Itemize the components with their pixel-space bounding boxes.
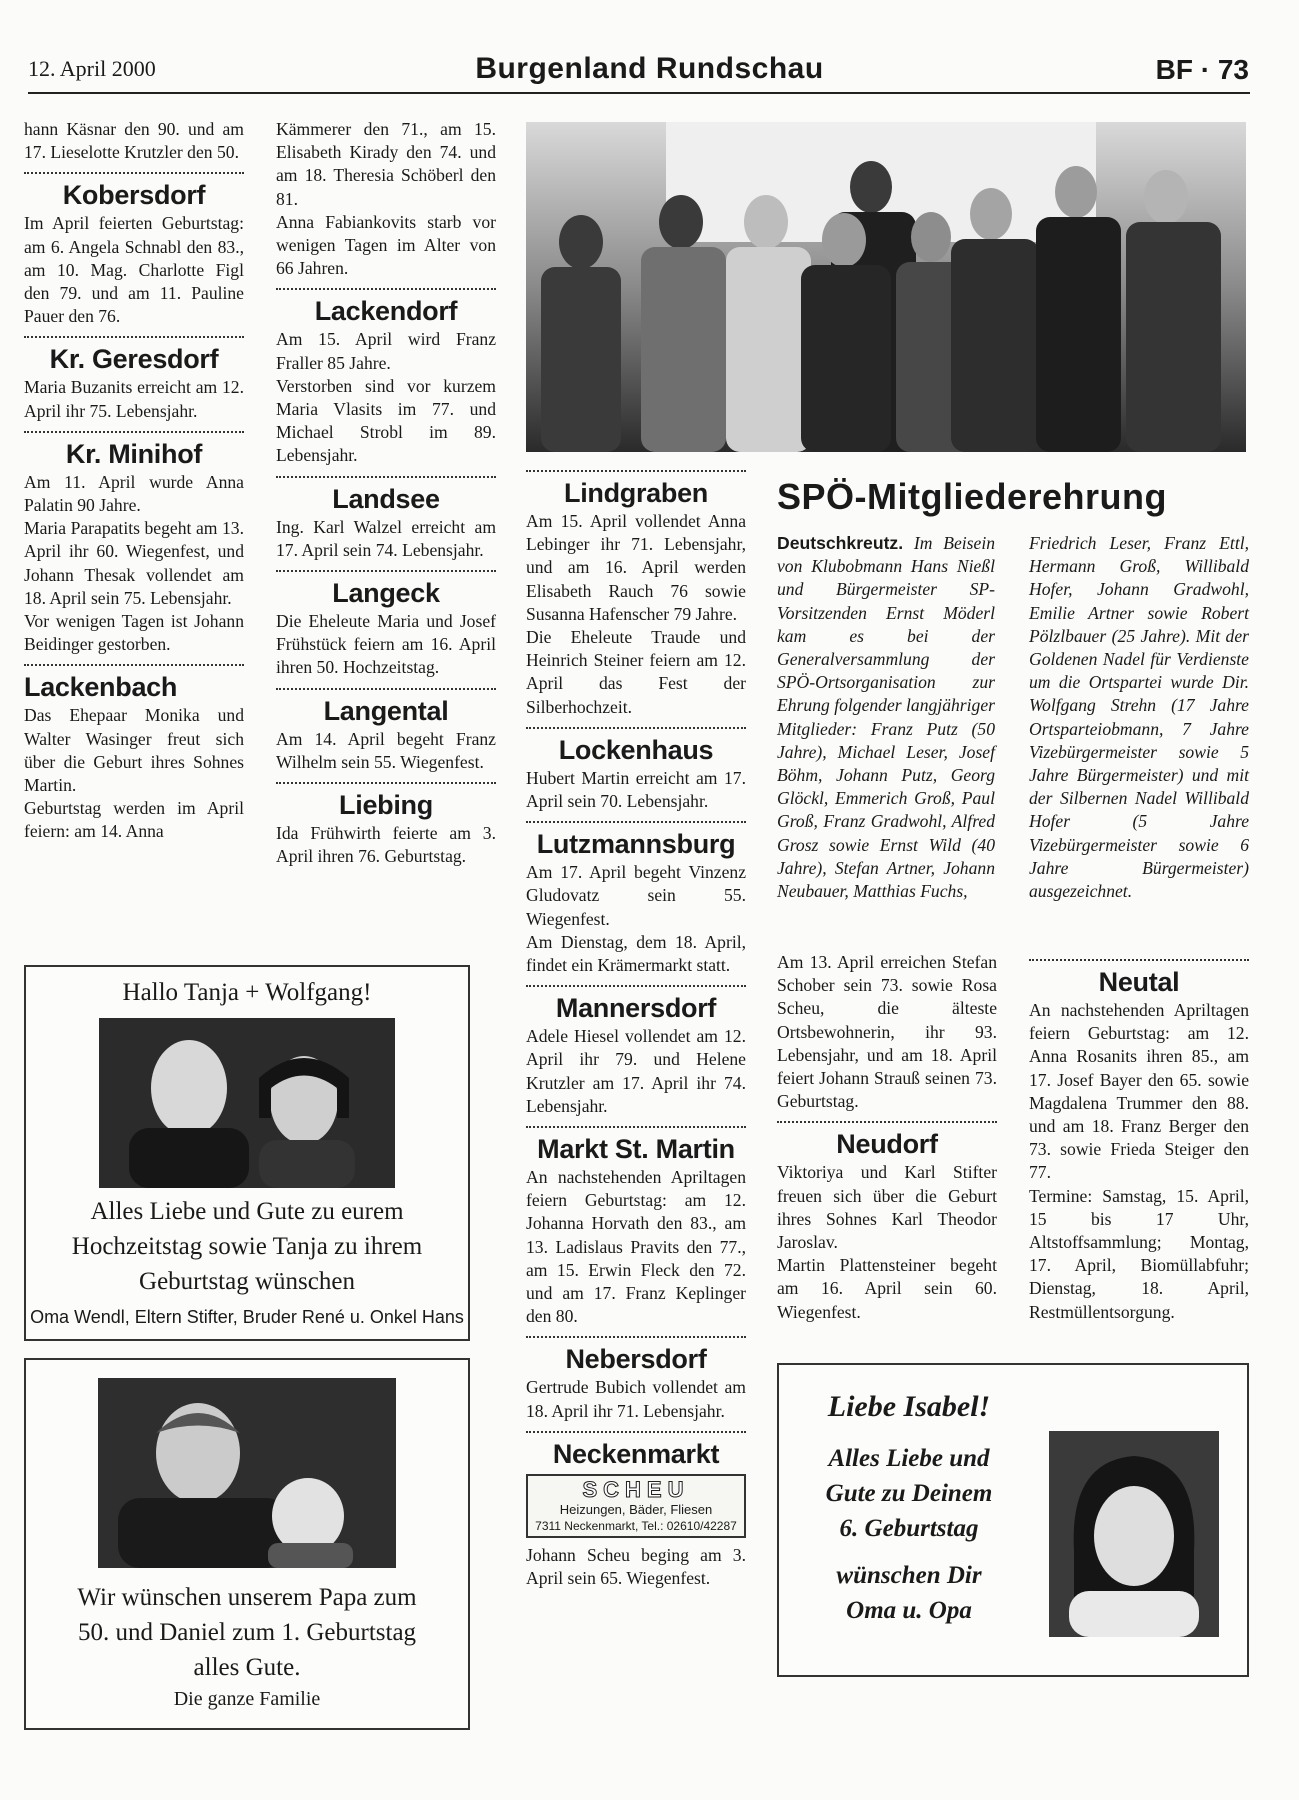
ad-line: Wir wünschen unserem Papa zum [77, 1584, 417, 1611]
dotted-divider [24, 431, 244, 433]
ad-line: Hochzeitstag sowie Tanja zu ihrem [71, 1233, 423, 1260]
section-title: Liebing [339, 790, 433, 821]
ad-line: 50. und Daniel zum 1. Geburtstag [77, 1619, 417, 1646]
paragraph: Am 17. April begeht Vinzenz Gludovatz sein 55. Wiegenfest. [526, 862, 746, 929]
paragraph: Maria Parapatits begeht am 13. April ihr 60. Wiegenfest, und Johann Thesak vollendet am 18. April sein 75. Lebensjahr. [24, 518, 244, 608]
section-title: Landsee [332, 483, 440, 514]
column-4 [777, 951, 997, 1324]
girl-portrait-photo [1049, 1431, 1219, 1637]
ad-line: Alles Liebe und Gute zu eurem [90, 1198, 404, 1225]
column-2 [276, 118, 496, 868]
section-title: Lackenbach [24, 672, 178, 703]
paragraph: Termine: Samstag, 15. April, 15 bis 17 Uhr, Altstoffsammlung; Montag, 17. April, Biomüllabfuhr; Dienstag, 18. April, Restmüllentsorgung. [1029, 1185, 1249, 1322]
dotted-divider [24, 172, 244, 174]
section-title: Kr. Minihof [65, 438, 203, 469]
greeting-ad-papa-daniel [24, 1358, 470, 1730]
paragraph: Am Dienstag, dem 18. April, findet ein Krämermarkt statt. [526, 931, 746, 976]
paragraph: Johann Scheu beging am 3. April sein 65. Wiegenfest. [526, 1544, 746, 1589]
dotted-divider [276, 476, 496, 478]
dotted-divider [24, 664, 244, 666]
greeting-ad-isabel [777, 1363, 1249, 1677]
paragraph: Am 13. April erreichen Stefan Schober sein 73. sowie Rosa Scheu, die älteste Ortsbewohnerin, ihr 93. Lebensjahr, und am 18. April feiert Johann Strauß seinen 73. Geburtstag. [777, 952, 997, 1112]
feature-lead: Deutschkreutz. [777, 533, 904, 553]
dotted-divider [526, 821, 746, 823]
column-1 [24, 118, 244, 844]
feature-text-right: Friedrich Leser, Franz Ettl, Hermann Groß, Willibald Hofer, Johann Gradwohl, Emilie Artner sowie Robert Pölzlbauer (25 Jahre). Mit der Goldenen Nadel für Verdienste um die Ortspartei wurde Dir. Wolfgang Strehn (17 Jahre Ortsparteiobmann, 7 Jahre Vizebürgermeister sowie 5 Jahre Bürgermeister) und mit der Silbernen Nadel Willibald Hofer (5 Jahre Vizebürgermeister sowie 6 Jahre Bürgermeister) ausgezeichnet. [1029, 533, 1249, 902]
section-title: Lutzmannsburg [536, 829, 736, 860]
paragraph: Geburtstag werden im April feiern: am 14. Anna [24, 798, 244, 842]
paragraph: Die Eheleute Traude und Heinrich Steiner feiern am 12. April das Fest der Silberhochzeit. [526, 627, 746, 717]
paragraph: Gertrude Bubich vollendet am 18. April ihr 71. Lebensjahr. [526, 1377, 746, 1421]
dotted-divider [276, 288, 496, 290]
feature-text [777, 532, 995, 903]
couple-photo-image [99, 1018, 395, 1188]
scheu-line: 7311 Neckenmarkt, Tel.: 02610/42287 [535, 1518, 737, 1533]
section-title: Langental [323, 695, 449, 726]
dotted-divider [1029, 959, 1249, 961]
girl-portrait-image [1049, 1431, 1219, 1637]
section-title: Lindgraben [564, 478, 708, 508]
paragraph: An nachstehenden Apriltagen feiern Geburtstag: am 12. Anna Rosanits ihren 85., am 17. Josef Bayer den 65. sowie Magdalena Trummer den 88. und am 18. Franz Berger den 73. sowie Frieda Steiger den 77. [1029, 1000, 1249, 1183]
paragraph: Am 14. April begeht Franz Wilhelm sein 55. Wiegenfest. [276, 728, 496, 772]
paragraph: Am 15. April wird Franz Fraller 85 Jahre. [276, 329, 496, 373]
newspaper-title: Burgenland Rundschau [475, 52, 824, 85]
dotted-divider [24, 336, 244, 338]
paragraph: Am 11. April wurde Anna Palatin 90 Jahre. [24, 471, 244, 516]
ad-line: wünschen Dir [836, 1562, 982, 1589]
ad-isabel-text [789, 1387, 1029, 1628]
scheu-logo: SCHEU [582, 1476, 690, 1502]
group-photo-image [526, 122, 1246, 452]
scheu-line: Heizungen, Bäder, Fliesen [559, 1501, 713, 1517]
section-title: Langeck [332, 578, 440, 609]
column-3 [526, 470, 746, 1590]
ad-line: alles Gute. [193, 1654, 301, 1681]
section-title: Kobersdorf [62, 180, 206, 211]
dotted-divider [276, 570, 496, 572]
group-photo [526, 122, 1246, 452]
dotted-divider [526, 470, 746, 472]
section-title: Lockenhaus [558, 734, 714, 765]
father-son-photo-image [98, 1378, 396, 1568]
paragraph: Maria Buzanits erreicht am 12. April ihr 75. Lebensjahr. [24, 377, 244, 421]
paragraph: Die Eheleute Maria und Josef Frühstück feiern am 16. April ihren 50. Hochzeitstag. [276, 611, 496, 678]
paragraph: Kämmerer den 71., am 15. Elisabeth Kirady den 74. und am 18. Theresia Schöberl den 81. [276, 119, 496, 209]
section-title: Nebersdorf [565, 1344, 707, 1375]
paragraph: Am 15. April vollendet Anna Lebinger ihr 71. Lebensjahr, und am 16. April werden Elisabeth Rauch 76 sowie Susanna Hafenscher 79 Jahre. [526, 511, 746, 624]
paragraph: An nachstehenden Apriltagen feiern Geburtstag: am 12. Johanna Horvath den 83., am 13. Ladislaus Pravits den 77., am 15. Erwin Fleck den 72. und am 17. Franz Keplinger den 80. [526, 1167, 746, 1327]
section-title: Mannersdorf [555, 993, 717, 1024]
dotted-divider [276, 688, 496, 690]
section-title: Neutal [1098, 967, 1180, 997]
column-5 [1029, 951, 1249, 1324]
dotted-divider [526, 985, 746, 987]
dotted-divider [526, 727, 746, 729]
paragraph: Vor wenigen Tagen ist Johann Beidinger gestorben. [24, 611, 244, 655]
paragraph: hann Käsnar den 90. und am 17. Lieselotte Krutzler den 50. [24, 119, 244, 163]
ad-line: Geburtstag wünschen [139, 1268, 355, 1295]
ad-line: Gute zu Deinem [825, 1480, 993, 1507]
ad-title: Hallo Tanja + Wolfgang! [122, 979, 372, 1006]
page-number: BF · 73 [1155, 54, 1249, 85]
paragraph: Im April feierten Geburtstag: am 6. Angela Schnabl den 83., am 10. Mag. Charlotte Figl den 79. und am 11. Pauline Pauer den 76. [24, 213, 244, 327]
section-title: Lackendorf [314, 296, 458, 327]
greeting-ad-tanja-wolfgang [24, 965, 470, 1341]
paragraph: Verstorben sind vor kurzem Maria Vlasits im 77. und Michael Strobl im 89. Lebensjahr. [276, 375, 496, 466]
ad-signature: Oma Wendl, Eltern Stifter, Bruder René u. Onkel Hans [30, 1307, 464, 1327]
dotted-divider [526, 1431, 746, 1433]
dotted-divider [526, 1126, 746, 1128]
dotted-divider [526, 1336, 746, 1338]
ad-line: Oma u. Opa [846, 1597, 972, 1624]
section-title: Kr. Geresdorf [49, 344, 219, 375]
paragraph: Ida Frühwirth feierte am 3. April ihren 76. Geburtstag. [276, 823, 496, 867]
issue-date: 12. April 2000 [28, 56, 156, 81]
ad-line: Alles Liebe und [828, 1445, 990, 1472]
dotted-divider [777, 1121, 997, 1123]
couple-photo [99, 1018, 395, 1188]
header-rule [28, 92, 1250, 94]
feature-text-left: Im Beisein von Klubobmann Hans Nießl und Bürgermeister SP-Vorsitzenden Ernst Möderl kam es bei der Generalversammlung der SPÖ-Ortsorganisation zur Ehrung folgender langjähriger Mitglieder: Franz Putz (50 Jahre), Michael Leser, Josef Böhm, Johann Putz, Georg Glöckl, Emmerich Groß, Paul Groß, Franz Gradwohl, Alfred Grosz sowie Ernst Wild (40 Jahre), Stefan Artner, Johann Neubauer, Matthias Fuchs, [777, 533, 995, 902]
father-son-photo [98, 1378, 396, 1568]
ad-signature: Die ganze Familie [173, 1688, 321, 1710]
feature-title: SPÖ-Mitgliederehrung [777, 476, 1168, 517]
paragraph: Anna Fabiankovits starb vor wenigen Tagen im Alter von 66 Jahren. [276, 211, 496, 279]
paragraph: Ing. Karl Walzel erreicht am 17. April sein 74. Lebensjahr. [276, 516, 496, 560]
section-title: Neudorf [836, 1129, 938, 1160]
dotted-divider [276, 782, 496, 784]
paragraph: Das Ehepaar Monika und Walter Wasinger freut sich über die Geburt ihres Sohnes Martin. [24, 705, 244, 796]
ad-line: 6. Geburtstag [839, 1515, 979, 1542]
paragraph: Martin Plattensteiner begeht am 16. April sein 60. Wiegenfest. [777, 1255, 997, 1322]
paragraph: Hubert Martin erreicht am 17. April sein 70. Lebensjahr. [526, 767, 746, 812]
feature-right-column [1029, 532, 1249, 903]
paragraph: Adele Hiesel vollendet am 12. April ihr 79. und Helene Krutzler am 17. April ihr 74. Lebensjahr. [526, 1026, 746, 1116]
ad-title: Liebe Isabel! [827, 1390, 991, 1423]
paragraph: Viktoriya und Karl Stifter freuen sich über die Geburt ihres Sohnes Karl Theodor Jaroslav. [777, 1162, 997, 1253]
section-title: Neckenmarkt [552, 1438, 720, 1469]
section-title: Markt St. Martin [537, 1134, 735, 1165]
feature-left-column [777, 532, 995, 903]
scheu-ad [526, 1474, 746, 1538]
